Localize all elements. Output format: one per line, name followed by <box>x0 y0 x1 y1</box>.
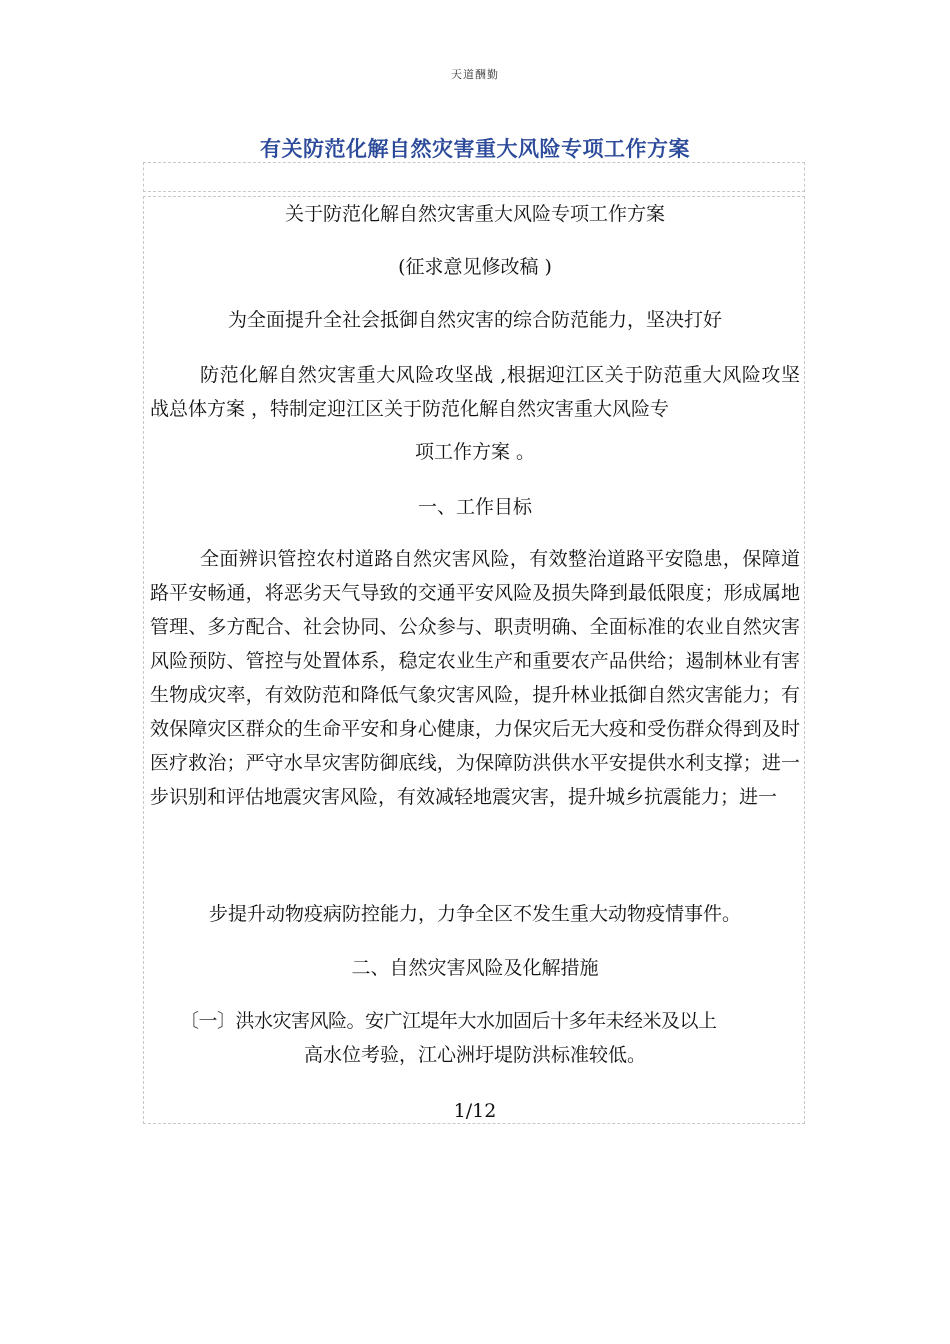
document-title: 有关防范化解自然灾害重大风险专项工作方案 <box>260 137 690 161</box>
section-1-body: 全面辨识管控农村道路自然灾害风险，有效整治道路平安隐患，保障道路平安畅通，将恶劣天气导致的交通平安风险及损失降到最低限度；形成属地管理、多方配合、社会协同、公众参与、职责明确、全面标准的农业自然灾害风险预防、管控与处置体系，稳定农业生产和重要农产品供给；遏制林业有害生物成灾率，有效防范和降低气象灾害风险，提升林业抵御自然灾害能力；有效保障灾区群众的生命平安和身心健康，力保灾后无大疫和受伤群众得到及时医疗救治；严守水旱灾害防御底线，为保障防洪供水平安提供水利支撑；进一步识别和评估地震灾害风险，有效减轻地震灾害，提升城乡抗震能力；进一 <box>150 548 800 808</box>
page-header: 天道酬勤 <box>451 68 499 81</box>
section-1-heading: 一、工作目标 <box>417 496 532 518</box>
section-2-heading: 二、自然灾害风险及化解措施 <box>351 957 599 979</box>
draft-note: (征求意见修改稿 ) <box>398 256 552 278</box>
doc-subtitle: 关于防范化解自然灾害重大风险专项工作方案 <box>284 203 665 225</box>
intro-line-1: 为全面提升全社会抵御自然灾害的综合防范能力，坚决打好 <box>227 309 722 331</box>
item-1-line-2: 高水位考验，江心洲圩堤防洪标准较低。 <box>303 1044 646 1066</box>
intro-paragraph-end: 项工作方案 。 <box>414 441 536 463</box>
intro-paragraph: 防范化解自然灾害重大风险攻坚战 ,根据迎江区关于防范重大风险攻坚战总体方案 ，特制定迎江区关于防范化解自然灾害重大风险专 <box>150 364 800 420</box>
section-1-body-end: 步提升动物疫病防控能力，力争全区不发生重大动物疫情事件。 <box>208 903 741 925</box>
item-1-line-1: 〔一〕洪水灾害风险。安广江堤年大水加固后十多年未经米及以上 <box>180 1010 717 1032</box>
page-number: 1/12 <box>453 1100 497 1122</box>
title-frame <box>143 162 805 192</box>
